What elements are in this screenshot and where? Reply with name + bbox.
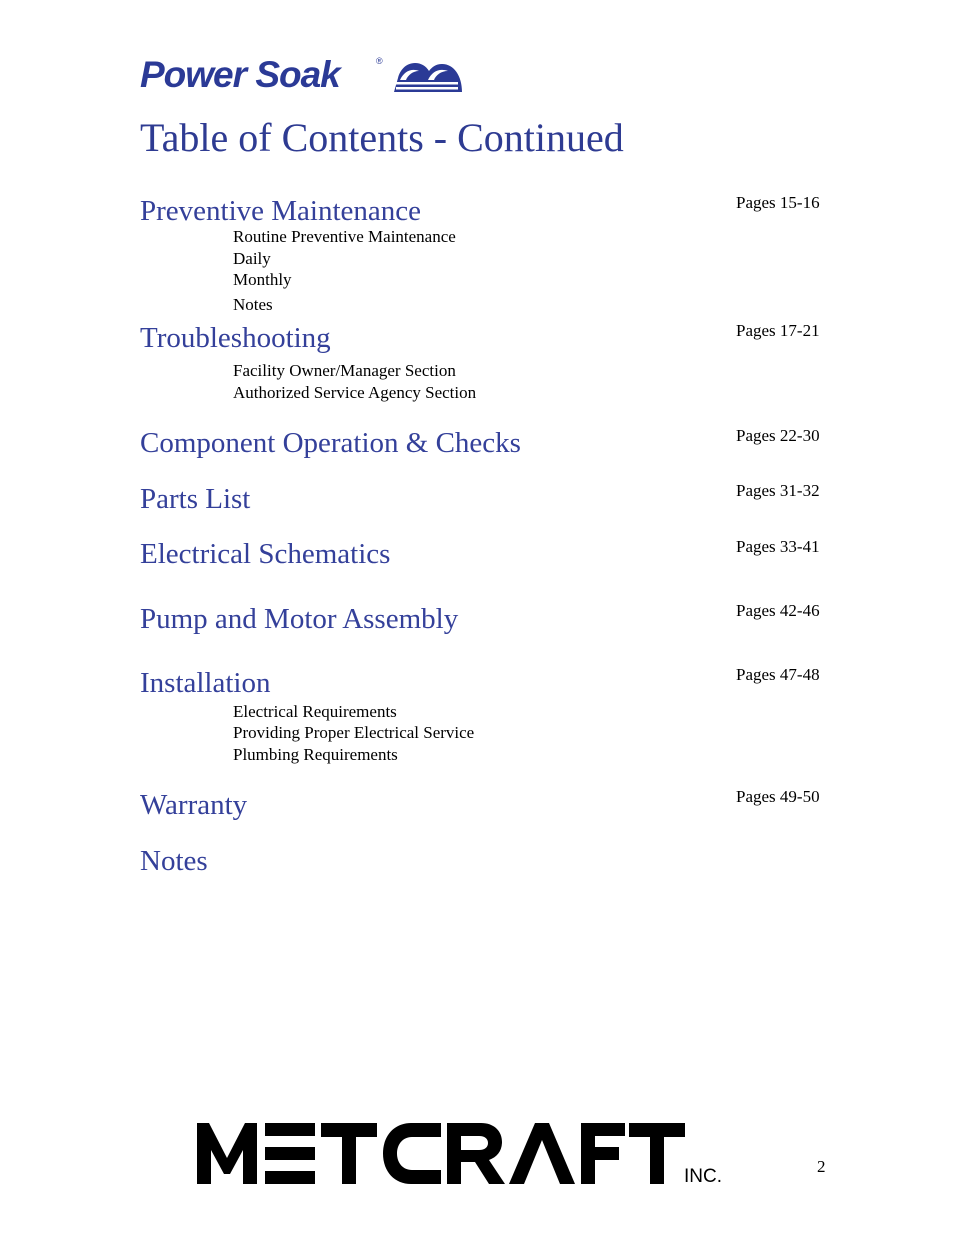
section-title-troubleshooting: Troubleshooting — [140, 322, 331, 354]
registered-mark: ® — [376, 56, 383, 66]
section-pages-warranty: Pages 49-50 — [736, 787, 820, 806]
section-pages-pump-motor-assembly: Pages 42-46 — [736, 601, 820, 620]
subsection-item: Daily — [233, 249, 271, 268]
section-title-warranty: Warranty — [140, 789, 248, 821]
page-number: 2 — [817, 1157, 826, 1176]
section-pages-electrical-schematics: Pages 33-41 — [736, 537, 820, 556]
subsection-item: Providing Proper Electrical Service — [233, 723, 475, 742]
metcraft-logo — [197, 1120, 687, 1186]
section-title-component-operation: Component Operation & Checks — [140, 427, 521, 459]
subsection-item: Monthly — [233, 270, 292, 289]
section-pages-parts-list: Pages 31-32 — [736, 481, 820, 500]
section-title-notes: Notes — [140, 845, 208, 877]
section-title-parts-list: Parts List — [140, 483, 251, 515]
page-title: Table of Contents - Continued — [140, 115, 624, 160]
subsection-item: Plumbing Requirements — [233, 745, 398, 764]
subsection-item: Electrical Requirements — [233, 702, 397, 721]
section-pages-installation: Pages 47-48 — [736, 665, 820, 684]
section-title-preventive-maintenance: Preventive Maintenance — [140, 195, 422, 227]
section-pages-preventive-maintenance: Pages 15-16 — [736, 193, 820, 212]
power-soak-logo — [140, 54, 383, 95]
section-title-electrical-schematics: Electrical Schematics — [140, 538, 391, 570]
section-title-pump-motor-assembly: Pump and Motor Assembly — [140, 603, 459, 635]
subsection-item: Facility Owner/Manager Section — [233, 361, 456, 380]
section-pages-troubleshooting: Pages 17-21 — [736, 321, 820, 340]
section-pages-component-operation: Pages 22-30 — [736, 426, 820, 445]
company-suffix: INC. — [684, 1166, 722, 1187]
subsection-item: Routine Preventive Maintenance — [233, 227, 456, 246]
section-title-installation: Installation — [140, 667, 271, 699]
brand-name: Power Soak — [140, 54, 340, 95]
subsection-item: Authorized Service Agency Section — [233, 383, 477, 402]
subsection-item: Notes — [233, 295, 273, 314]
wave-logo-icon — [392, 58, 464, 94]
